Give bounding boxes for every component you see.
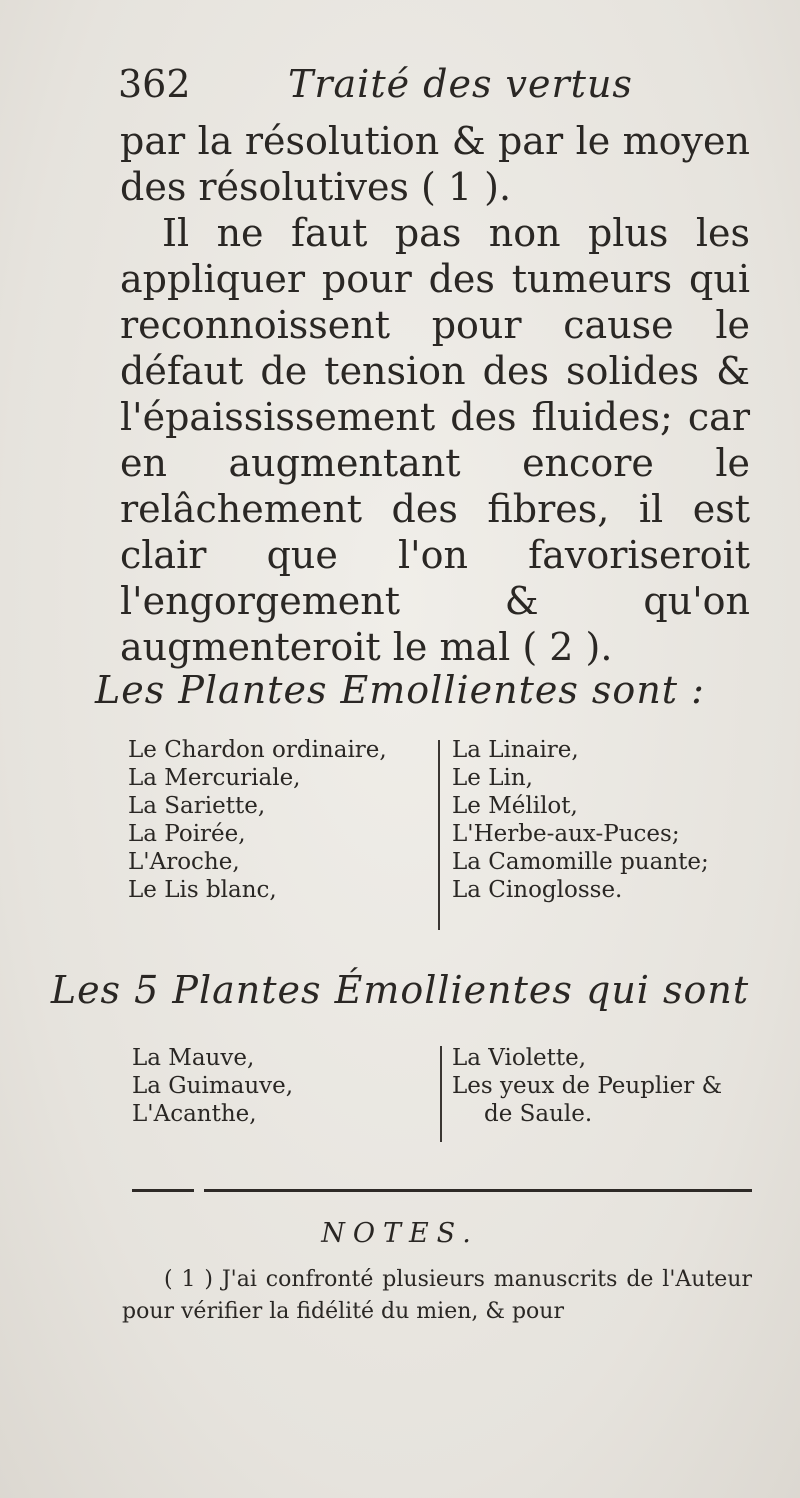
separator-rule-short	[132, 1189, 194, 1192]
plant-list-1-right	[452, 736, 709, 904]
separator-rule-long	[204, 1189, 752, 1192]
plant-item: L'Acanthe,	[132, 1101, 257, 1127]
plant-item: Le Lin,	[452, 765, 533, 791]
plant-item: La Mercuriale,	[128, 765, 301, 791]
plant-item: La Mauve,	[132, 1045, 255, 1071]
column-divider	[438, 740, 440, 930]
column-divider	[440, 1046, 442, 1142]
plant-item: La Cinoglosse.	[452, 877, 623, 903]
plant-item: La Camomille puante;	[452, 849, 709, 875]
paragraph-2: Il ne faut pas non plus les appliquer pour des tumeurs qui reconnoissent pour cause le défaut de tension des solides & l'épaississement des fluides; car en augmentant encore le relâchement des fibres, il est clair que l'on favoriseroit l'engorgement & qu'on augmenteroit le mal ( 2 ).	[120, 211, 750, 669]
plant-list-1-left	[128, 736, 387, 904]
plant-item: L'Aroche,	[128, 849, 240, 875]
page-number: 362	[118, 62, 191, 106]
plant-item: La Guimauve,	[132, 1073, 294, 1099]
footnote	[122, 1264, 752, 1328]
plant-item: La Sariette,	[128, 793, 266, 819]
section-title-emollientes: Les Plantes Emollientes sont :	[95, 668, 705, 712]
plant-item: de Saule.	[484, 1101, 593, 1127]
plant-list-2-right	[452, 1044, 722, 1128]
footnote-1: ( 1 ) J'ai confronté plusieurs manuscrits de l'Auteur pour vérifier la fidélité du mien, & pour	[122, 1267, 752, 1324]
plant-item: Le Lis blanc,	[128, 877, 277, 903]
section-title-5-plantes: Les 5 Plantes Émollientes qui sont	[50, 968, 750, 1012]
plant-item: Le Mélilot,	[452, 793, 578, 819]
notes-heading: NOTES.	[321, 1218, 479, 1249]
main-text	[120, 118, 750, 670]
plant-item: L'Herbe-aux-Puces;	[452, 821, 680, 847]
page-header	[118, 62, 738, 112]
plant-list-2-left	[132, 1044, 293, 1128]
running-title: Traité des vertus	[288, 62, 633, 106]
plant-item: La Linaire,	[452, 737, 579, 763]
plant-item: Le Chardon ordinaire,	[128, 737, 387, 763]
plant-item: La Poirée,	[128, 821, 246, 847]
plant-item: La Violette,	[452, 1045, 587, 1071]
plant-item: Les yeux de Peuplier &	[452, 1073, 723, 1099]
paragraph-1: par la résolution & par le moyen des résolutives ( 1 ).	[120, 119, 750, 209]
